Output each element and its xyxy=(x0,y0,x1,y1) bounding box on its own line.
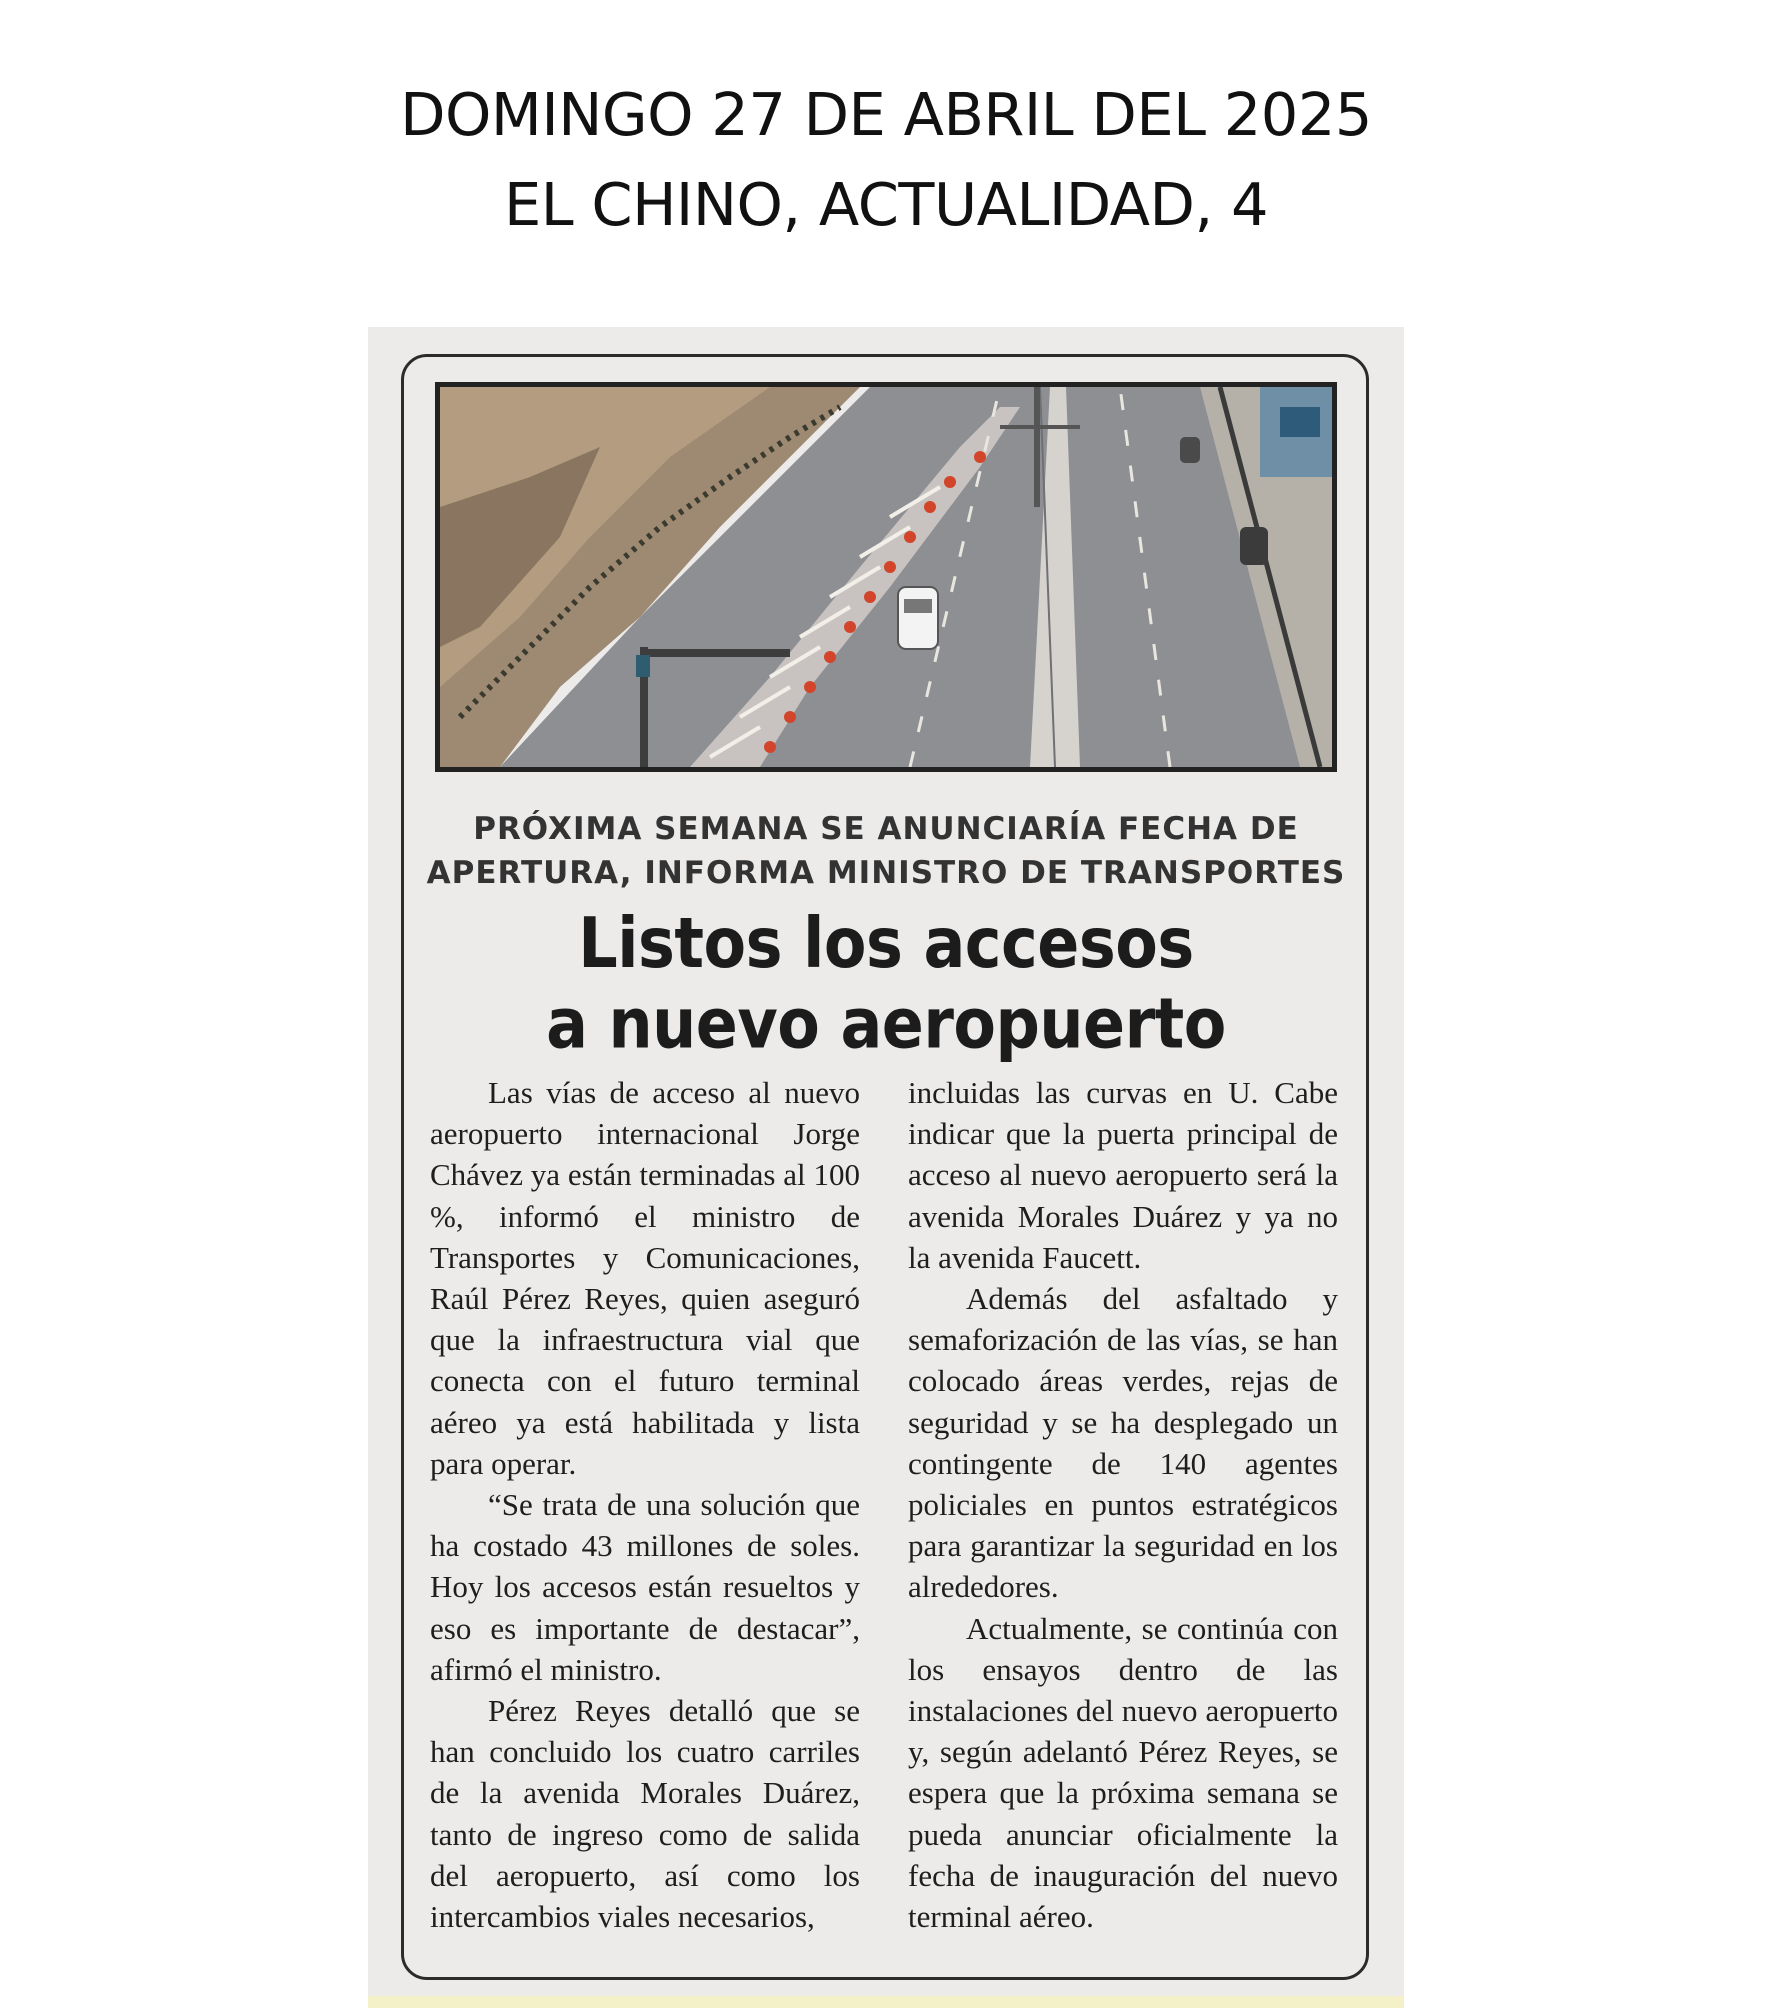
paragraph: incluidas las curvas en U. Cabe indicar que la puerta principal de acceso al nuevo aeropuerto será la avenida Morales Duárez y ya no la avenida Faucett. xyxy=(908,1075,1338,1275)
headline-line: a nuevo aeropuerto xyxy=(546,982,1226,1065)
road-photo-image xyxy=(440,387,1332,767)
article-column-1 xyxy=(430,1072,860,1937)
kicker-line: APERTURA, INFORMA MINISTRO DE TRANSPORTES xyxy=(426,855,1346,891)
paragraph: Además del asfaltado y semaforización de las vías, se han colocado áreas verdes, rejas de seguridad y se ha desplegado un contingente de 140 agentes policiales en puntos estratégicos para garantizar la seguridad en los alrededores. xyxy=(908,1281,1338,1605)
paragraph: Actualmente, se continúa con los ensayos dentro de las instalaciones del nuevo aeropuerto y, según adelantó Pérez Reyes, se espera que la próxima semana se pueda anunciar oficialmente la fecha de inauguración del nuevo terminal aéreo. xyxy=(908,1610,1338,1935)
article-photo xyxy=(435,382,1337,772)
paragraph: Pérez Reyes detalló que se han concluido los cuatro carriles de la avenida Morales Duárez, tanto de ingreso como de salida del aeropuerto, así como los intercambios viales necesarios, xyxy=(430,1693,860,1935)
publication-date: DOMINGO 27 DE ABRIL DEL 2025 xyxy=(400,80,1372,149)
clip-edge xyxy=(368,1996,1404,2008)
article-column-2 xyxy=(908,1072,1338,1937)
newspaper-clipping xyxy=(368,327,1404,2008)
clipping-header xyxy=(0,70,1772,250)
article-headline xyxy=(408,903,1364,1064)
paragraph: Las vías de acceso al nuevo aeropuerto internacional Jorge Chávez ya están terminadas al 100 %, informó el ministro de Transportes y Comunicaciones, Raúl Pérez Reyes, quien aseguró que la infraestructura vial que conecta con el futuro terminal aéreo ya está habilitada y lista para operar. xyxy=(430,1075,860,1481)
publication-source: EL CHINO, ACTUALIDAD, 4 xyxy=(503,170,1269,239)
headline-line: Listos los accesos xyxy=(578,901,1194,984)
article-kicker xyxy=(408,807,1364,895)
kicker-line: PRÓXIMA SEMANA SE ANUNCIARÍA FECHA DE xyxy=(473,811,1299,847)
paragraph: “Se trata de una solución que ha costado 43 millones de soles. Hoy los accesos están resueltos y eso es importante de destacar”, afirmó el ministro. xyxy=(430,1487,860,1687)
